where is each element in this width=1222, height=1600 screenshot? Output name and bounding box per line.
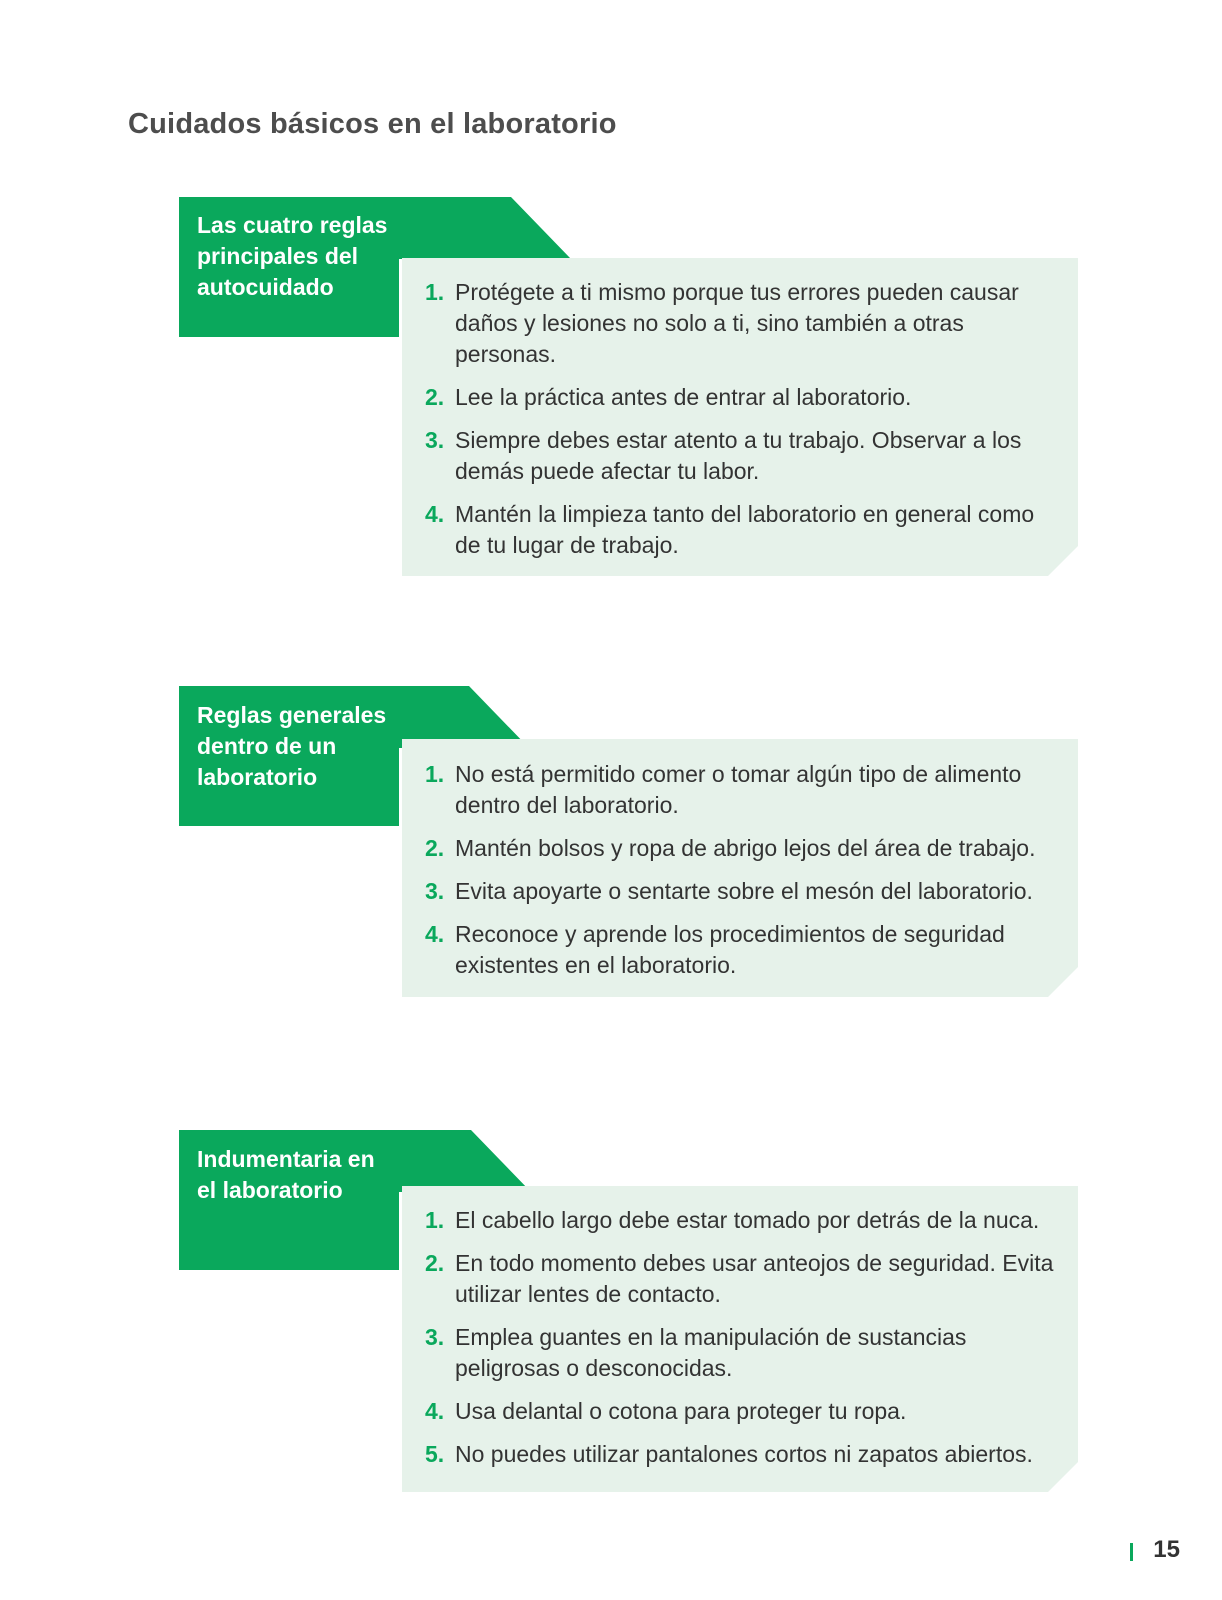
list-item — [425, 1205, 1065, 1236]
section-title: Indumentaria en el laboratorio — [197, 1146, 375, 1203]
item-text: Lee la práctica antes de entrar al laboratorio. — [455, 384, 912, 410]
item-number: 3. — [425, 878, 445, 904]
item-text: Usa delantal o cotona para proteger tu ropa. — [455, 1398, 907, 1424]
list-item — [425, 759, 1065, 821]
item-text: Evita apoyarte o sentarte sobre el mesón del laboratorio. — [455, 878, 1033, 904]
item-text: No puedes utilizar pantalones cortos ni zapatos abiertos. — [455, 1441, 1033, 1467]
rules-list — [425, 1205, 1065, 1482]
item-number: 1. — [425, 279, 445, 305]
page-number: 15 — [1153, 1536, 1180, 1563]
list-item — [425, 382, 1065, 413]
item-number: 4. — [425, 501, 445, 527]
page-title: Cuidados básicos en el laboratorio — [128, 108, 617, 140]
item-number: 2. — [425, 384, 445, 410]
list-item — [425, 1396, 1065, 1427]
item-text: Emplea guantes en la manipulación de sustancias peligrosas o desconocidas. — [455, 1324, 967, 1381]
item-number: 3. — [425, 1324, 445, 1350]
item-number: 3. — [425, 427, 445, 453]
list-item — [425, 833, 1065, 864]
list-item — [425, 876, 1065, 907]
item-number: 4. — [425, 921, 445, 947]
item-text: En todo momento debes usar anteojos de seguridad. Evita utilizar lentes de contacto. — [455, 1250, 1054, 1307]
item-text: El cabello largo debe estar tomado por detrás de la nuca. — [455, 1207, 1040, 1233]
rules-list — [425, 277, 1065, 573]
item-number: 2. — [425, 1250, 445, 1276]
item-number: 2. — [425, 835, 445, 861]
section-title: Las cuatro reglas principales del autocuidado — [197, 212, 388, 300]
section-title: Reglas generales dentro de un laboratorio — [197, 702, 387, 790]
rules-list — [425, 759, 1065, 993]
item-text: Mantén la limpieza tanto del laboratorio en general como de tu lugar de trabajo. — [455, 501, 1035, 558]
list-item — [425, 1248, 1065, 1310]
page-number-divider — [1130, 1543, 1133, 1561]
list-item — [425, 919, 1065, 981]
item-number: 5. — [425, 1441, 445, 1467]
list-item — [425, 1322, 1065, 1384]
item-number: 4. — [425, 1398, 445, 1424]
item-number: 1. — [425, 761, 445, 787]
list-item — [425, 1439, 1065, 1470]
list-item — [425, 277, 1065, 370]
item-text: No está permitido comer o tomar algún tipo de alimento dentro del laboratorio. — [455, 761, 1022, 818]
list-item — [425, 499, 1065, 561]
item-text: Protégete a ti mismo porque tus errores pueden causar daños y lesiones no solo a ti, sino también a otras personas. — [455, 279, 1019, 367]
item-number: 1. — [425, 1207, 445, 1233]
item-text: Siempre debes estar atento a tu trabajo. Observar a los demás puede afectar tu labor. — [455, 427, 1022, 484]
item-text: Mantén bolsos y ropa de abrigo lejos del área de trabajo. — [455, 835, 1036, 861]
list-item — [425, 425, 1065, 487]
item-text: Reconoce y aprende los procedimientos de seguridad existentes en el laboratorio. — [455, 921, 1005, 978]
